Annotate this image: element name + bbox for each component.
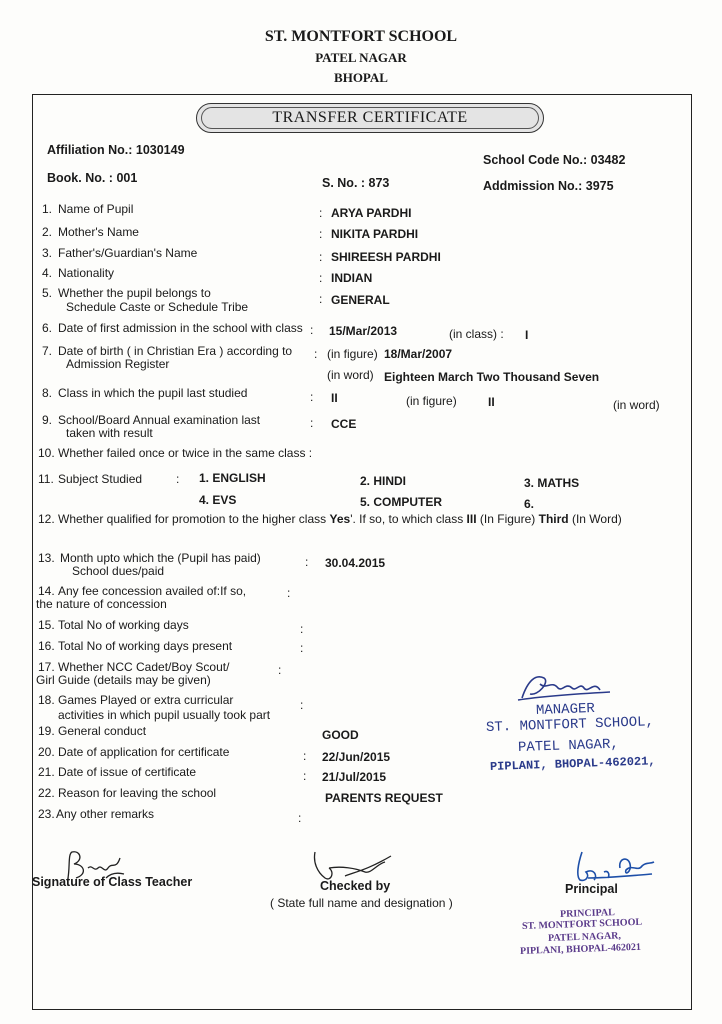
promotion-label (58, 512, 622, 526)
promotion-figure-value: III (466, 512, 477, 526)
item-number: 22. (38, 786, 55, 800)
leaving-reason-value: PARENTS REQUEST (325, 791, 443, 805)
principal-stamp-area: PATEL NAGAR, (547, 930, 622, 944)
first-admission-class: I (525, 328, 529, 342)
promotion-word-value: Third (538, 512, 569, 526)
nationality-label: Nationality (58, 266, 115, 280)
colon: : (300, 622, 304, 636)
colon: : (176, 472, 180, 486)
state-name-label: ( State full name and designation ) (270, 896, 453, 910)
promotion-rest: '. If so, to which class (350, 512, 464, 526)
concession-label-line2: the nature of concession (36, 597, 167, 611)
manager-stamp-address: PIPLANI, BHOPAL-462021, (489, 754, 656, 774)
item-number: 7. (42, 344, 53, 358)
colon: : (298, 811, 302, 825)
principal-label: Principal (565, 882, 618, 896)
colon: : (310, 416, 314, 430)
issue-date-value: 21/Jul/2015 (322, 770, 387, 784)
colon: : (300, 641, 304, 655)
subject-item: 5. COMPUTER (360, 495, 443, 509)
colon: : (300, 698, 304, 712)
item-number: 9. (42, 413, 53, 427)
promotion-figure-label: (In Figure) (479, 512, 536, 526)
certificate-title: TRANSFER CERTIFICATE (201, 107, 539, 129)
colon: : (310, 390, 314, 404)
games-label-line1: Games Played or extra curricular (58, 693, 234, 707)
first-admission-label: Date of first admission in the school with class (58, 321, 303, 335)
subject-item: 4. EVS (199, 493, 237, 507)
pupil-name-value: ARYA PARDHI (331, 206, 412, 220)
father-name-label: Father's/Guardian's Name (58, 246, 198, 260)
ncc-label-line2: Girl Guide (details may be given) (36, 673, 211, 687)
item-number: 13. (38, 551, 55, 565)
item-number: 8. (42, 386, 53, 400)
item-number: 19. (38, 724, 55, 738)
item-number: 10. (38, 446, 55, 460)
subject-item: 1. ENGLISH (199, 471, 266, 485)
conduct-value: GOOD (322, 728, 359, 742)
principal-stamp-title: PRINCIPAL (559, 907, 615, 920)
item-number: 20. (38, 745, 55, 759)
item-number: 1. (42, 202, 53, 216)
last-class-value: II (331, 391, 338, 405)
games-label-line2: activities in which pupil usually took part (58, 708, 271, 722)
school-city: BHOPAL (334, 70, 388, 85)
dob-label-line1: Date of birth ( in Christian Era ) according to (58, 344, 293, 358)
promotion-word-label: (In Word) (571, 512, 622, 526)
concession-label-line1: Any fee concession availed of:If so, (58, 584, 247, 598)
colon: : (319, 227, 323, 241)
item-number: 18. (38, 693, 55, 707)
subject-item: 2. HINDI (360, 474, 407, 488)
subject-item: 3. MATHS (524, 476, 580, 490)
item-number: 15. (38, 618, 55, 632)
dob-word-value: Eighteen March Two Thousand Seven (384, 370, 600, 384)
last-class-word-label: (in word) (613, 398, 660, 412)
last-class-label: Class in which the pupil last studied (58, 386, 248, 400)
school-area: PATEL NAGAR (315, 50, 407, 65)
remarks-label: Any other remarks (56, 807, 155, 821)
mother-name-label: Mother's Name (58, 225, 139, 239)
last-class-figure-value: II (488, 395, 495, 409)
exam-label-line1: School/Board Annual examination last (58, 413, 261, 427)
in-class-label: (in class) : (449, 327, 504, 341)
nationality-value: INDIAN (331, 271, 373, 285)
mother-name-value: NIKITA PARDHI (331, 227, 419, 241)
colon: : (319, 250, 323, 264)
item-number: 3. (42, 246, 53, 260)
admission-number: Addmission No.: 3975 (483, 179, 614, 193)
colon: : (278, 663, 282, 677)
item-number: 17. (38, 660, 55, 674)
issue-date-label: Date of issue of certificate (58, 765, 197, 779)
colon: : (319, 271, 323, 285)
item-number: 16. (38, 639, 55, 653)
title-banner (196, 103, 544, 133)
colon: : (303, 769, 307, 783)
subjects-label: Subject Studied (58, 472, 143, 486)
promotion-question: Whether qualified for promotion to the higher class (58, 512, 327, 526)
promotion-answer: Yes (329, 512, 351, 526)
colon: : (305, 555, 309, 569)
days-present-label: Total No of working days present (58, 639, 233, 653)
exam-label-line2: taken with result (66, 426, 153, 440)
caste-label-line1: Whether the pupil belongs to (58, 286, 211, 300)
school-code: School Code No.: 03482 (483, 153, 626, 167)
principal-stamp-school: ST. MONTFORT SCHOOL (521, 916, 643, 932)
checked-by-label: Checked by (320, 879, 391, 893)
dob-figure-value: 18/Mar/2007 (384, 347, 453, 361)
manager-stamp-area: PATEL NAGAR, (517, 736, 620, 756)
manager-stamp-title: MANAGER (535, 700, 596, 719)
dues-label-line2: School dues/paid (72, 564, 165, 578)
exam-value: CCE (331, 417, 357, 431)
item-number: 21. (38, 765, 55, 779)
colon: : (303, 749, 307, 763)
father-name-value: SHIREESH PARDHI (331, 250, 441, 264)
item-number: 14. (38, 584, 55, 598)
dob-label-line2: Admission Register (66, 357, 170, 371)
caste-value: GENERAL (331, 293, 390, 307)
colon: : (319, 206, 323, 220)
failed-label: Whether failed once or twice in the same class : (58, 446, 313, 460)
last-class-figure-label: (in figure) (406, 394, 457, 408)
ncc-label-line1: Whether NCC Cadet/Boy Scout/ (58, 660, 230, 674)
dues-value: 30.04.2015 (325, 556, 386, 570)
working-days-label: Total No of working days (58, 618, 189, 632)
caste-label-line2: Schedule Caste or Schedule Tribe (66, 300, 249, 314)
pupil-name-label: Name of Pupil (58, 202, 134, 216)
colon: : (310, 323, 314, 337)
item-number: 23. (38, 807, 55, 821)
item-number: 5. (42, 286, 53, 300)
school-name: ST. MONTFORT SCHOOL (264, 28, 458, 45)
conduct-label: General conduct (58, 724, 147, 738)
colon: : (319, 292, 323, 306)
application-date-value: 22/Jun/2015 (322, 750, 391, 764)
item-number: 6. (42, 321, 53, 335)
book-number: Book. No. : 001 (47, 171, 138, 185)
item-number: 12. (38, 512, 55, 526)
serial-number: S. No. : 873 (322, 176, 390, 190)
affiliation-number: Affiliation No.: 1030149 (47, 143, 185, 157)
colon: : (287, 586, 291, 600)
dob-figure-label: (in figure) (327, 347, 378, 361)
subject-item: 6. (524, 497, 535, 511)
application-date-label: Date of application for certificate (58, 745, 230, 759)
first-admission-date: 15/Mar/2013 (329, 324, 398, 338)
item-number: 4. (42, 266, 53, 280)
colon: : (314, 347, 318, 361)
leaving-reason-label: Reason for leaving the school (58, 786, 217, 800)
manager-stamp-school: ST. MONTFORT SCHOOL, (485, 714, 655, 736)
item-number: 11. (38, 472, 54, 486)
item-number: 2. (42, 225, 53, 239)
class-teacher-signature-label: Signature of Class Teacher (32, 875, 193, 889)
dob-word-label: (in word) (327, 368, 374, 382)
principal-stamp-address: PIPLANI, BHOPAL-462021 (519, 941, 642, 957)
dues-label-line1: Month upto which the (Pupil has paid) (60, 551, 261, 565)
manager-signature (514, 670, 614, 706)
